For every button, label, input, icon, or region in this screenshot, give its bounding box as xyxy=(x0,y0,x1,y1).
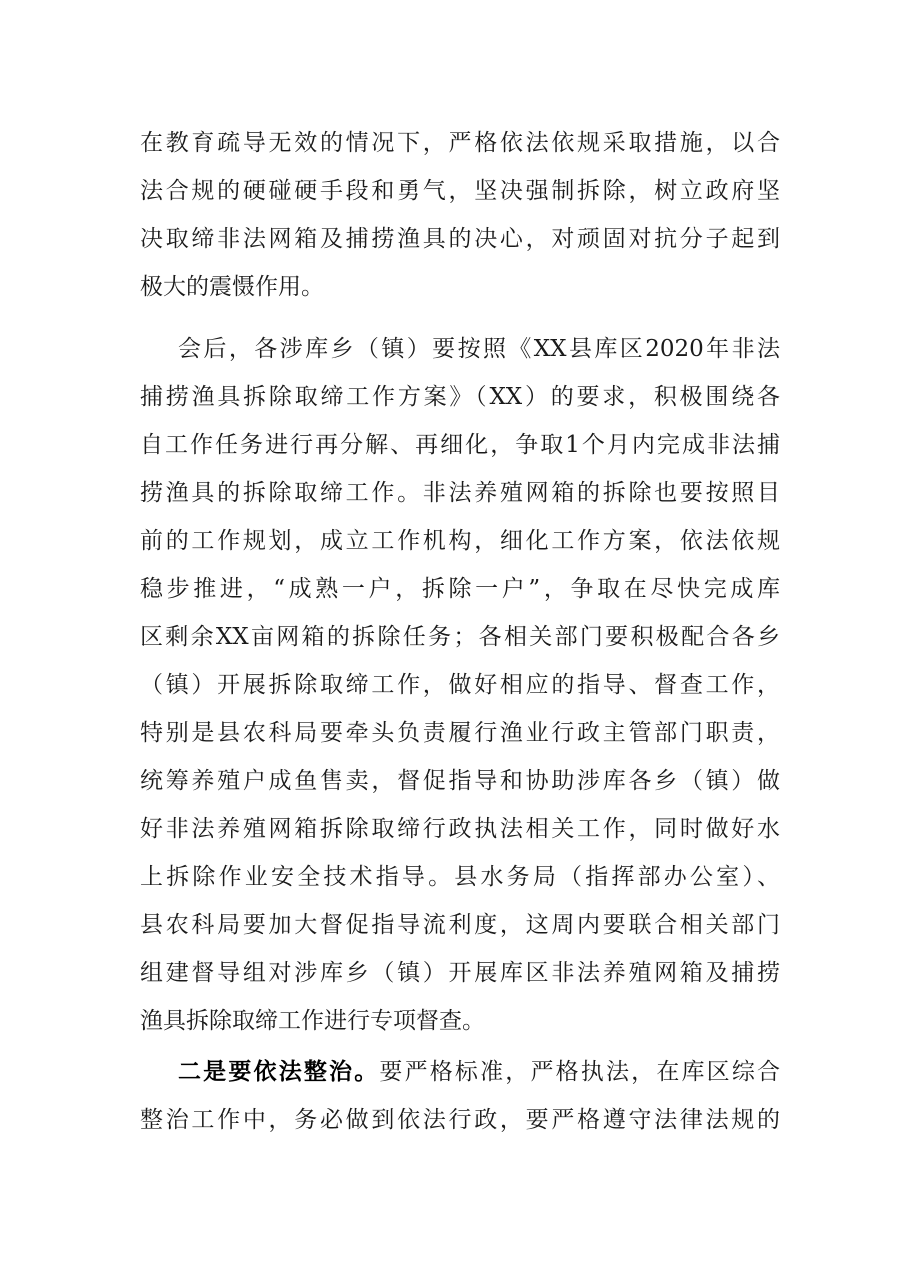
text-line: 整治工作中，务必做到依法行政，要严格遵守法律法规的 xyxy=(140,1107,780,1133)
text-line: 捕捞渔具拆除取缔工作方案》（XX）的要求，积极围绕各 xyxy=(140,384,780,410)
text-line: 组建督导组对涉库乡（镇）开展库区非法养殖网箱及捕捞 xyxy=(140,960,780,986)
text-line: 在教育疏导无效的情况下，严格依法依规采取措施，以合 xyxy=(140,130,780,156)
text-line: 统筹养殖户成鱼售卖，督促指导和协助涉库各乡（镇）做 xyxy=(140,768,780,794)
paragraph-enforcement xyxy=(140,119,780,311)
text-line: 极大的震慑作用。 xyxy=(140,274,324,300)
text-line: 自工作任务进行再分解、再细化，争取1个月内完成非法捕 xyxy=(140,432,780,458)
heading-continuation: 要严格标准，严格执法，在库区综合 xyxy=(379,1059,781,1085)
text-line: （镇）开展拆除取缔工作，做好相应的指导、督查工作， xyxy=(140,672,780,698)
section-heading: 二是要依法整治。 xyxy=(178,1059,380,1085)
text-line: 特别是县农科局要牵头负责履行渔业行政主管部门职责， xyxy=(140,720,780,746)
text-line: 上拆除作业安全技术指导。县水务局（指挥部办公室）、 xyxy=(140,864,780,890)
text-line: 前的工作规划，成立工作机构，细化工作方案，依法依规 xyxy=(140,528,780,554)
text-line: 捞渔具的拆除取缔工作。非法养殖网箱的拆除也要按照目 xyxy=(140,480,780,506)
text-line: 县农科局要加大督促指导流利度，这周内要联合相关部门 xyxy=(140,912,780,938)
text-line: 法合规的硬碰硬手段和勇气，坚决强制拆除，树立政府坚 xyxy=(140,178,780,204)
paragraph-after-meeting xyxy=(140,325,780,1045)
text-line xyxy=(140,1048,780,1096)
text-line: 会后，各涉库乡（镇）要按照《XX县库区2020年非法 xyxy=(178,336,780,362)
text-line: 区剩余XX亩网箱的拆除任务；各相关部门要积极配合各乡 xyxy=(140,624,780,650)
paragraph-lawful-governance xyxy=(140,1048,780,1144)
text-line: 好非法养殖网箱拆除取缔行政执法相关工作，同时做好水 xyxy=(140,816,780,842)
text-line: 稳步推进，“成熟一户，拆除一户”，争取在尽快完成库 xyxy=(140,576,780,602)
text-line: 决取缔非法网箱及捕捞渔具的决心，对顽固对抗分子起到 xyxy=(140,226,780,252)
text-line: 渔具拆除取缔工作进行专项督查。 xyxy=(140,1008,485,1034)
